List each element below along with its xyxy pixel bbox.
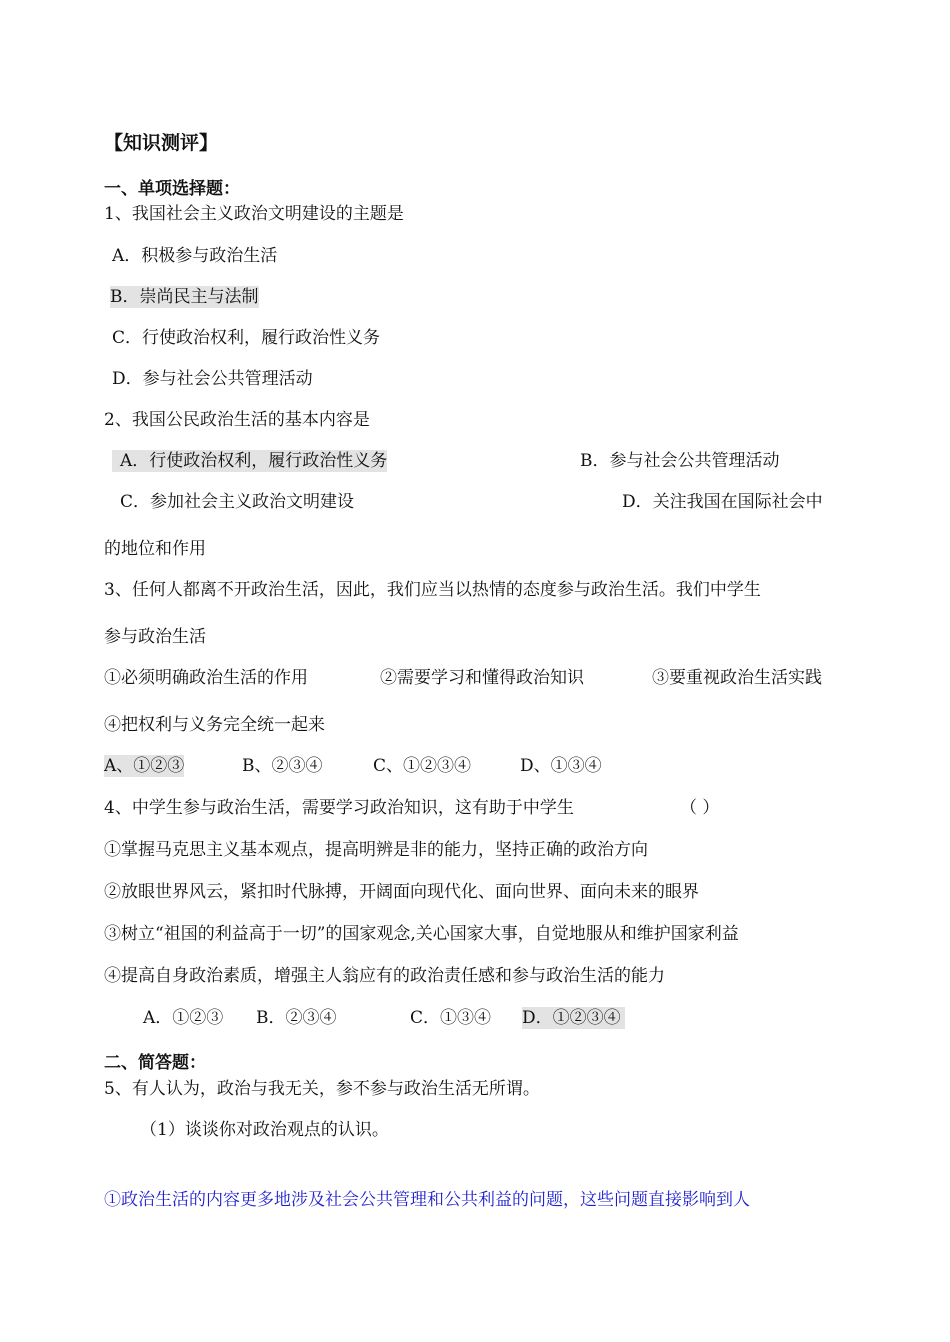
q1-option-b: B．崇尚民主与法制 — [110, 287, 259, 307]
q3-stem-1: 3、任何人都离不开政治生活，因此，我们应当以热情的态度参与政治生活。我们中学生 — [104, 580, 761, 600]
q2-option-d: D．关注我国在国际社会中 — [622, 492, 823, 512]
q3-item-1: ①必须明确政治生活的作用 — [104, 668, 308, 688]
q3-item-2: ②需要学习和懂得政治知识 — [380, 668, 584, 688]
q4-option-c: C．①③④ — [410, 1008, 492, 1028]
q4-stem: 4、中学生参与政治生活，需要学习政治知识，这有助于中学生 — [104, 798, 574, 818]
q3-item-4: ④把权利与义务完全统一起来 — [104, 715, 325, 735]
q4-option-b: B．②③④ — [256, 1008, 337, 1028]
q1-option-a: A．积极参与政治生活 — [112, 246, 278, 266]
q4-answer-blank: （ ） — [680, 798, 720, 818]
q4-item-4: ④提高自身政治素质，增强主人翁应有的政治责任感和参与政治生活的能力 — [104, 966, 665, 986]
q4-item-2: ②放眼世界风云，紧扣时代脉搏，开阔面向现代化、面向世界、面向未来的眼界 — [104, 882, 699, 902]
q4-option-d: D．①②③④ — [522, 1007, 625, 1029]
q3-option-d: D、①③④ — [520, 756, 602, 776]
q1-stem: 1、我国社会主义政治文明建设的主题是 — [104, 204, 404, 224]
q4-item-1: ①掌握马克思主义基本观点，提高明辨是非的能力，坚持正确的政治方向 — [104, 840, 648, 860]
q5-subquestion-1: （1）谈谈你对政治观点的认识。 — [140, 1120, 389, 1140]
q1-option-d: D．参与社会公共管理活动 — [112, 369, 313, 389]
q4-item-3: ③树立“祖国的利益高于一切”的国家观念,关心国家大事，自觉地服从和维护国家利益 — [104, 924, 739, 944]
q2-option-d-cont: 的地位和作用 — [104, 539, 206, 559]
q2-stem: 2、我国公民政治生活的基本内容是 — [104, 410, 370, 430]
q2-option-b: B．参与社会公共管理活动 — [580, 451, 780, 471]
q5-answer-1: ①政治生活的内容更多地涉及社会公共管理和公共利益的问题，这些问题直接影响到人 — [104, 1190, 750, 1210]
q1-option-c: C．行使政治权利，履行政治性义务 — [112, 328, 381, 348]
q3-stem-2: 参与政治生活 — [104, 627, 206, 647]
q2-option-c: C．参加社会主义政治文明建设 — [120, 492, 355, 512]
part1-heading: 一、单项选择题： — [104, 179, 240, 199]
q5-stem: 5、有人认为，政治与我无关，参不参与政治生活无所谓。 — [104, 1079, 540, 1099]
section-title: 【知识测评】 — [104, 132, 219, 154]
q3-item-3: ③要重视政治生活实践 — [652, 668, 822, 688]
part2-heading: 二、简答题： — [104, 1053, 206, 1073]
q4-option-a: A．①②③ — [143, 1008, 224, 1028]
q3-option-c: C、①②③④ — [373, 756, 472, 776]
q3-option-a: A、①②③ — [104, 756, 185, 776]
q2-option-a: A．行使政治权利，履行政治性义务 — [112, 450, 387, 472]
q3-option-b: B、②③④ — [242, 756, 323, 776]
